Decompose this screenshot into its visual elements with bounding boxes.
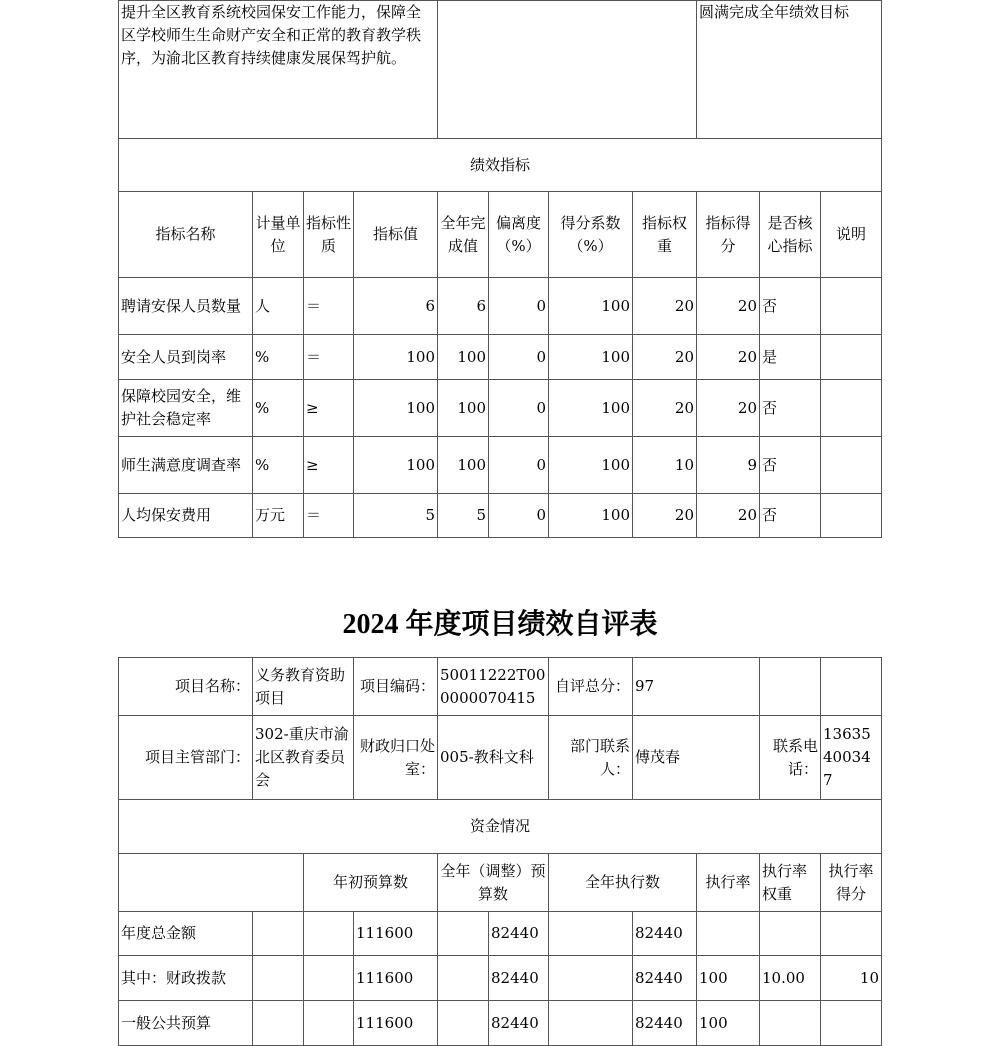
indicator-cell: 6 [438,278,489,335]
indicator-cell: 20 [633,380,697,437]
office-label: 财政归口处室： [354,716,438,800]
funds-header: 年初预算数 [304,854,438,912]
table-row [119,278,882,335]
empty-cell [253,1001,304,1046]
funds-cell: 100 [697,1001,760,1046]
indicator-cell: 100 [438,380,489,437]
indicator-cell: 9 [697,437,760,494]
indicator-cell [821,380,882,437]
indicator-cell: 6 [354,278,438,335]
indicator-header: 全年完成值 [438,192,489,278]
table-row [119,380,882,437]
phone: 13635400347 [821,716,882,800]
indicator-cell: 5 [354,494,438,538]
empty-cell [119,854,304,912]
contact-label: 部门联系人： [549,716,633,800]
indicator-cell: 安全人员到岗率 [119,335,253,380]
funds-cell [821,1001,882,1046]
code-label: 项目编码： [354,658,438,716]
indicator-cell: 20 [697,380,760,437]
empty-cell [438,1,697,139]
indicator-cell: 100 [549,437,633,494]
empty-cell [304,912,354,956]
empty-cell [549,912,633,956]
indicator-cell: 20 [633,278,697,335]
indicator-cell: 0 [489,278,549,335]
indicator-cell: 20 [633,335,697,380]
indicator-header: 指标值 [354,192,438,278]
empty-cell [438,912,489,956]
table-row [119,1001,882,1046]
indicator-cell: 100 [438,335,489,380]
funds-header: 执行率 [697,854,760,912]
indicator-cell: 10 [633,437,697,494]
empty-cell [438,956,489,1001]
funds-cell: 111600 [354,912,438,956]
table-row [119,437,882,494]
indicator-header: 指标得分 [697,192,760,278]
indicator-cell: 20 [633,494,697,538]
funds-header: 执行率得分 [821,854,882,912]
indicator-cell: % [253,335,304,380]
indicator-cell [821,437,882,494]
funds-cell: 82440 [489,1001,549,1046]
funds-cell: 10 [821,956,882,1001]
indicator-header: 得分系数（%） [549,192,633,278]
funds-cell [697,912,760,956]
indicator-cell: 万元 [253,494,304,538]
empty-cell [821,658,882,716]
indicator-cell [821,278,882,335]
indicator-cell: 100 [549,335,633,380]
indicator-cell: 100 [354,335,438,380]
indicator-cell: 20 [697,335,760,380]
project-code: 50011222T000000070415 [438,658,549,716]
empty-cell [253,956,304,1001]
funds-cell: 82440 [489,912,549,956]
funds-cell: 82440 [633,956,697,1001]
result-text: 圆满完成全年绩效目标 [697,1,882,139]
project-name: 义务教育资助项目 [253,658,354,716]
indicator-cell: 否 [760,437,821,494]
indicator-cell: 100 [549,278,633,335]
indicator-cell: 0 [489,335,549,380]
indicator-header: 指标权重 [633,192,697,278]
contact: 傅茂春 [633,716,760,800]
empty-cell [438,1001,489,1046]
table-row [119,335,882,380]
funds-header: 执行率权重 [760,854,821,912]
empty-cell [304,1001,354,1046]
funds-cell: 100 [697,956,760,1001]
goal-text: 提升全区教育系统校园保安工作能力，保障全区学校师生生命财产安全和正常的教育教学秩序，为渝北区教育持续健康发展保驾护航。 [119,1,438,139]
section-title: 绩效指标 [119,139,882,192]
indicator-cell: ≥ [304,437,354,494]
indicator-cell: 人 [253,278,304,335]
table-row [119,912,882,956]
project-self-evaluation-table [118,657,882,1046]
indicator-cell: 聘请安保人员数量 [119,278,253,335]
indicator-cell [821,335,882,380]
funds-header: 全年（调整）预算数 [438,854,549,912]
indicator-cell: ≥ [304,380,354,437]
funds-cell: 82440 [633,1001,697,1046]
empty-cell [760,658,821,716]
name-label: 项目名称： [119,658,253,716]
phone-label: 联系电话： [760,716,821,800]
indicator-cell: 人均保安费用 [119,494,253,538]
funds-header: 全年执行数 [549,854,697,912]
indicator-cell [821,494,882,538]
funds-cell: 82440 [489,956,549,1001]
funds-cell [760,1001,821,1046]
indicator-cell: 否 [760,494,821,538]
indicator-cell: 师生满意度调查率 [119,437,253,494]
indicator-cell: 否 [760,380,821,437]
indicator-cell: 20 [697,494,760,538]
indicator-header: 指标性质 [304,192,354,278]
funds-section-title: 资金情况 [119,800,882,854]
indicator-cell: 0 [489,380,549,437]
funds-cell: 10.00 [760,956,821,1001]
indicator-cell: ＝ [304,335,354,380]
empty-cell [549,1001,633,1046]
indicator-cell: 100 [438,437,489,494]
funds-cell [821,912,882,956]
indicator-cell: 100 [549,494,633,538]
funds-cell: 111600 [354,956,438,1001]
funds-label: 其中：财政拨款 [119,956,253,1001]
indicator-cell: 100 [354,380,438,437]
indicator-cell: 100 [354,437,438,494]
funds-cell: 111600 [354,1001,438,1046]
indicator-header: 偏离度（%） [489,192,549,278]
funds-label: 一般公共预算 [119,1001,253,1046]
dept: 302-重庆市渝北区教育委员会 [253,716,354,800]
indicator-header: 是否核心指标 [760,192,821,278]
funds-label: 年度总金额 [119,912,253,956]
self-score: 97 [633,658,760,716]
score-label: 自评总分： [549,658,633,716]
indicator-cell: 5 [438,494,489,538]
indicator-cell: ＝ [304,494,354,538]
indicator-cell: 0 [489,494,549,538]
table-row [119,494,882,538]
dept-label: 项目主管部门： [119,716,253,800]
indicator-header: 说明 [821,192,882,278]
indicator-cell: 100 [549,380,633,437]
funds-cell [760,912,821,956]
funds-cell: 82440 [633,912,697,956]
empty-cell [549,956,633,1001]
indicator-cell: ＝ [304,278,354,335]
office: 005-教科文科 [438,716,549,800]
performance-indicators-table [118,0,882,538]
table-row [119,956,882,1001]
indicator-header: 计量单位 [253,192,304,278]
indicator-cell: 0 [489,437,549,494]
indicator-cell: 20 [697,278,760,335]
indicator-cell: 否 [760,278,821,335]
indicator-cell: 保障校园安全，维护社会稳定率 [119,380,253,437]
empty-cell [253,912,304,956]
empty-cell [304,956,354,1001]
indicator-header: 指标名称 [119,192,253,278]
indicator-cell: % [253,437,304,494]
indicator-cell: 是 [760,335,821,380]
indicator-cell: % [253,380,304,437]
page-title: 2024 年度项目绩效自评表 [342,609,658,640]
